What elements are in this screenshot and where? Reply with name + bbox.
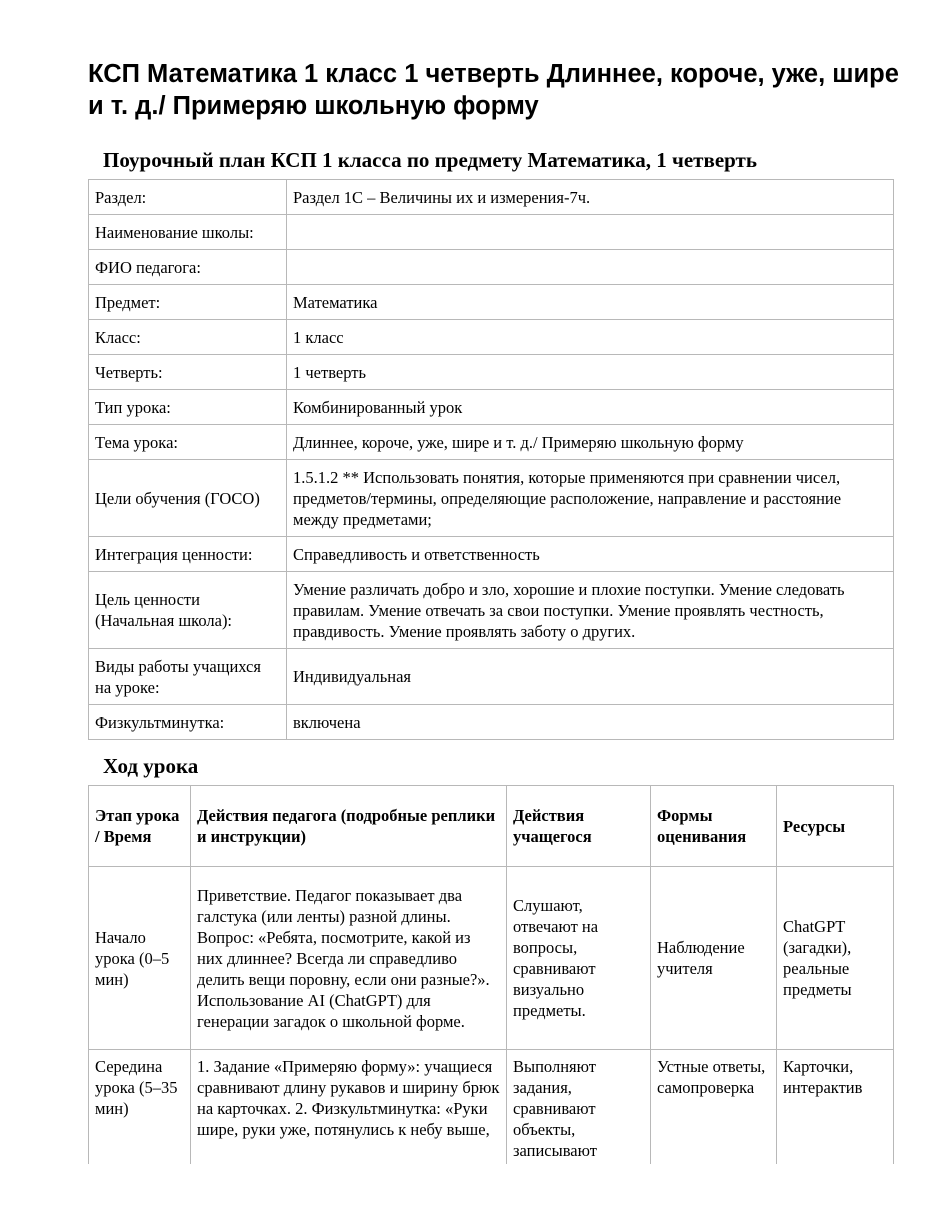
lesson-teacher-actions: Приветствие. Педагог показывает два галстука (или ленты) разной длины. Вопрос: «Ребята, посмотрите, какой из них длиннее? Всегда ли справедливо делить вещи поровну, если они разные?». Использование AI (ChatGPT) для генерации загадок о школьной форме. [191, 867, 507, 1050]
plan-value: Комбинированный урок [287, 390, 894, 425]
plan-value: Раздел 1С – Величины их и измерения-7ч. [287, 180, 894, 215]
plan-label: Предмет: [89, 285, 287, 320]
plan-value: включена [287, 705, 894, 740]
lesson-resources: Карточки, интерактив [777, 1050, 894, 1190]
plan-label: Класс: [89, 320, 287, 355]
plan-label: Тип урока: [89, 390, 287, 425]
plan-label: Цели обучения (ГОСО) [89, 460, 287, 537]
plan-label: Раздел: [89, 180, 287, 215]
plan-row-quarter [89, 355, 894, 390]
lesson-stage: Начало урока (0–5 мин) [89, 867, 191, 1050]
document-title: КСП Математика 1 класс 1 четверть Длиннее, короче, уже, шире и т. д./ Примеряю школьную форму [88, 60, 899, 120]
plan-label: Интеграция ценности: [89, 537, 287, 572]
plan-row-section [89, 180, 894, 215]
plan-label: ФИО педагога: [89, 250, 287, 285]
plan-value: Умение различать добро и зло, хорошие и плохие поступки. Умение следовать правилам. Умение отвечать за свои поступки. Умение проявлять честность, правдивость. Умение проявлять заботу о других. [287, 572, 894, 649]
lesson-stage: Середина урока (5–35 мин) [89, 1050, 191, 1190]
plan-value [287, 215, 894, 250]
page-bottom-margin [0, 1164, 935, 1210]
plan-section-title: Поурочный план КСП 1 класса по предмету Математика, 1 четверть [103, 148, 757, 172]
plan-value: Индивидуальная [287, 649, 894, 705]
plan-row-work-types [89, 649, 894, 705]
plan-value: 1.5.1.2 ** Использовать понятия, которые применяются при сравнении чисел, предметов/термины, определяющие расположение, направление и расстояние между предметами; [287, 460, 894, 537]
lesson-assessment: Устные ответы, самопроверка [651, 1050, 777, 1190]
lesson-header-teacher-actions: Действия педагога (подробные реплики и инструкции) [191, 786, 507, 867]
plan-row-subject [89, 285, 894, 320]
plan-row-value-goal [89, 572, 894, 649]
lesson-header-assessment: Формы оценивания [651, 786, 777, 867]
plan-label: Тема урока: [89, 425, 287, 460]
lesson-teacher-actions: 1. Задание «Примеряю форму»: учащиеся сравнивают длину рукавов и ширину брюк на карточках. 2. Физкультминутка: «Руки шире, руки уже, потянулись к небу выше, [191, 1050, 507, 1190]
lesson-section-title: Ход урока [103, 754, 199, 778]
plan-value: 1 класс [287, 320, 894, 355]
lesson-student-actions: Выполняют задания, сравнивают объекты, записывают [507, 1050, 651, 1190]
lesson-assessment: Наблюдение учителя [651, 867, 777, 1050]
plan-label: Виды работы учащихся на уроке: [89, 649, 287, 705]
plan-label: Наименование школы: [89, 215, 287, 250]
plan-row-teacher [89, 250, 894, 285]
plan-label: Физкультминутка: [89, 705, 287, 740]
plan-row-school [89, 215, 894, 250]
lesson-table [88, 785, 894, 1190]
plan-value: 1 четверть [287, 355, 894, 390]
plan-value: Справедливость и ответственность [287, 537, 894, 572]
plan-row-topic [89, 425, 894, 460]
lesson-resources: ChatGPT (загадки), реальные предметы [777, 867, 894, 1050]
lesson-student-actions: Слушают, отвечают на вопросы, сравнивают визуально предметы. [507, 867, 651, 1050]
plan-table [88, 179, 894, 740]
plan-value: Длиннее, короче, уже, шире и т. д./ Примеряю школьную форму [287, 425, 894, 460]
plan-row-objectives [89, 460, 894, 537]
plan-row-pe-break [89, 705, 894, 740]
plan-label: Цель ценности (Начальная школа): [89, 572, 287, 649]
plan-row-value-integration [89, 537, 894, 572]
lesson-header-stage: Этап урока / Время [89, 786, 191, 867]
lesson-header-row [89, 786, 894, 867]
plan-label: Четверть: [89, 355, 287, 390]
plan-value [287, 250, 894, 285]
plan-value: Математика [287, 285, 894, 320]
plan-row-lesson-type [89, 390, 894, 425]
lesson-header-resources: Ресурсы [777, 786, 894, 867]
lesson-header-student-actions: Действия учащегося [507, 786, 651, 867]
plan-row-grade [89, 320, 894, 355]
table-row [89, 867, 894, 1050]
